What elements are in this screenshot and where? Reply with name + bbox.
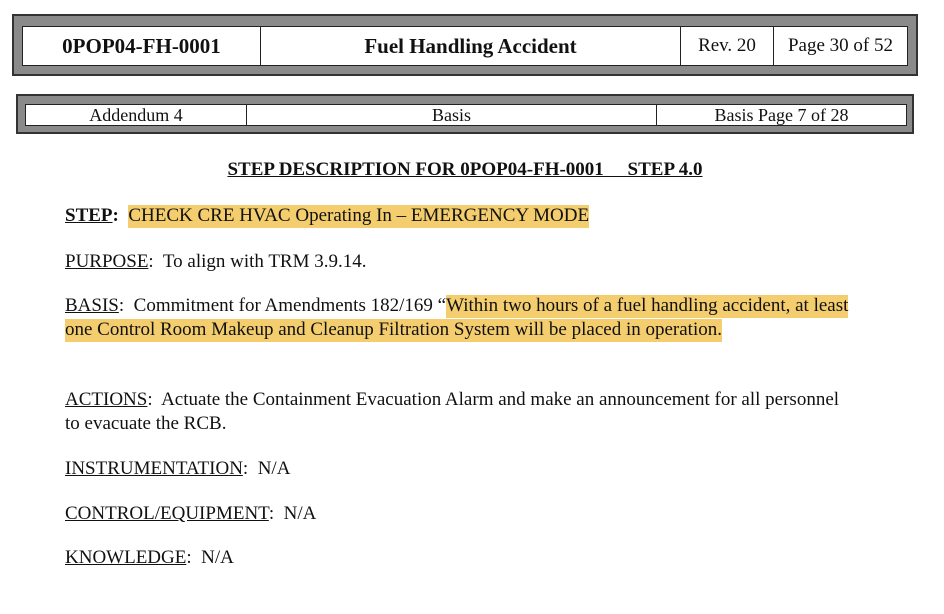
actions-label: ACTIONS xyxy=(65,389,148,410)
actions-paragraph: ACTIONS: Actuate the Containment Evacuation Alarm and make an announcement for all personnel to evacuate the RCB. xyxy=(65,389,840,434)
instrumentation-paragraph: INSTRUMENTATION: N/A xyxy=(65,458,291,479)
step-text: CHECK CRE HVAC Operating In – EMERGENCY MODE xyxy=(128,205,590,226)
basis-paragraph: BASIS: Commitment for Amendments 182/169 “Within two hours of a fuel handling accident, at least one Control Room Makeup and Cleanup Filtration System will be placed in operation. xyxy=(65,295,849,340)
basis-label: BASIS xyxy=(65,295,119,316)
basis-text: Commitment for Amendments 182/169 “ xyxy=(133,295,447,316)
basis-quote: Within two hours of a fuel handling accident, at least one Control Room Makeup and Cleanup Filtration System will be placed in operation. xyxy=(65,295,849,340)
control-text: N/A xyxy=(283,503,317,524)
knowledge-paragraph: KNOWLEDGE: N/A xyxy=(65,547,234,568)
step-label: STEP xyxy=(65,205,113,226)
basis-page: Basis Page 7 of 28 xyxy=(714,104,849,125)
subheader-table xyxy=(16,94,914,134)
control-paragraph: CONTROL/EQUIPMENT: N/A xyxy=(65,503,317,524)
knowledge-label: KNOWLEDGE xyxy=(65,547,187,568)
control-label: CONTROL/EQUIPMENT xyxy=(65,503,269,524)
doc-title: Fuel Handling Accident xyxy=(261,27,681,65)
page-number: Page 30 of 52 xyxy=(787,35,893,56)
instrumentation-text: N/A xyxy=(257,458,291,479)
section: Basis xyxy=(247,105,657,125)
actions-text: Actuate the Containment Evacuation Alarm and make an announcement for all personnel to evacuate the RCB. xyxy=(65,389,840,434)
purpose-label: PURPOSE xyxy=(65,251,149,272)
purpose-text: To align with TRM 3.9.14. xyxy=(162,251,367,272)
doc-id: 0POP04-FH-0001 xyxy=(23,27,261,65)
header-table xyxy=(12,14,918,76)
addendum: Addendum 4 xyxy=(26,105,247,125)
knowledge-text: N/A xyxy=(201,547,234,568)
step-paragraph: STEP: CHECK CRE HVAC Operating In – EMERGENCY MODE xyxy=(65,205,590,226)
revision: Rev. 20 xyxy=(681,27,774,65)
step-heading: STEP DESCRIPTION FOR 0POP04-FH-0001 STEP 4.0 xyxy=(227,159,703,180)
purpose-paragraph: PURPOSE: To align with TRM 3.9.14. xyxy=(65,251,367,272)
instrumentation-label: INSTRUMENTATION xyxy=(65,458,243,479)
